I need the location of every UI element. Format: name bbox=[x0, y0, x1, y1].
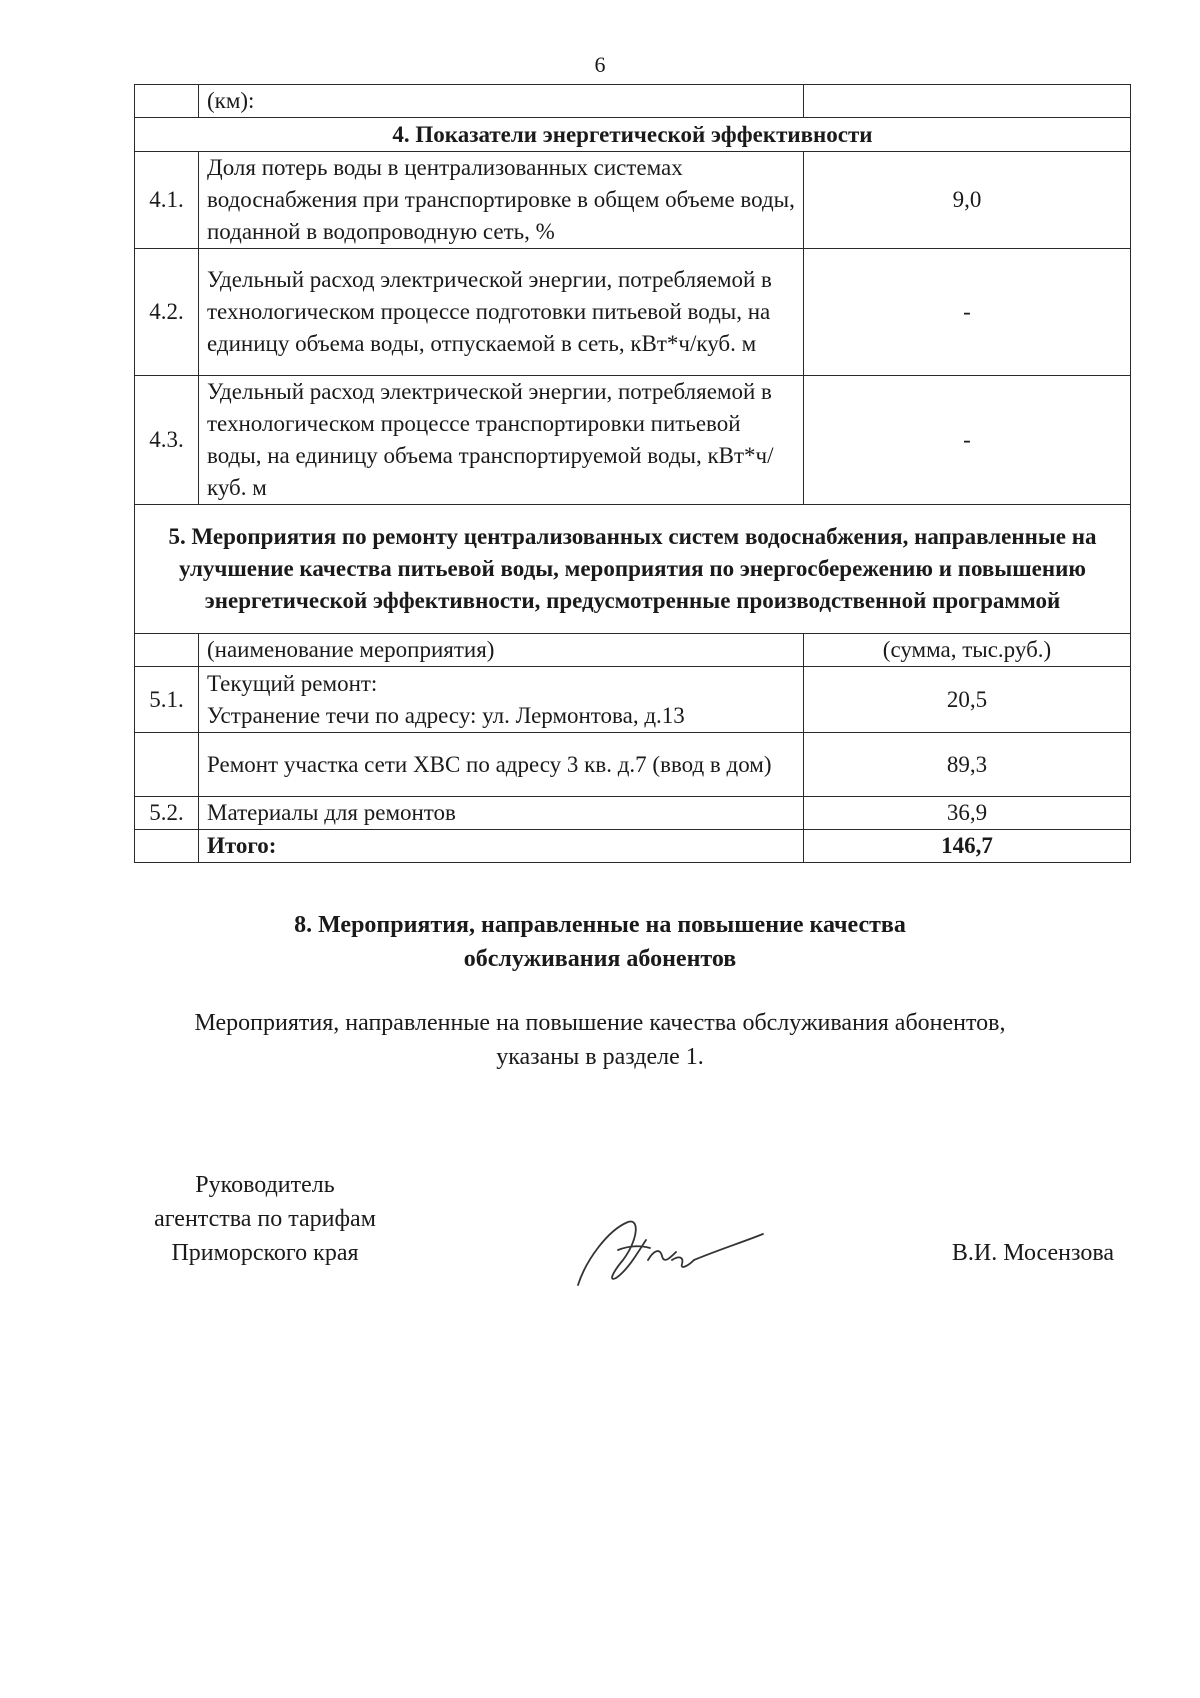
signer-title-line: Руководитель bbox=[195, 1172, 335, 1198]
row-text-cell: Доля потерь воды в централизованных системах водоснабжения при транспортировке в общем объеме воды, поданной в водопроводную сеть, % bbox=[199, 152, 804, 249]
row-number-cell: 5.2. bbox=[135, 797, 199, 830]
header-name-cell: (наименование мероприятия) bbox=[199, 634, 804, 667]
row-value-cell bbox=[804, 85, 1131, 118]
row-text-line: Текущий ремонт: bbox=[207, 670, 378, 696]
total-value: 146,7 bbox=[804, 830, 1131, 863]
signer-title-line: агентства по тарифам bbox=[154, 1206, 376, 1232]
header-sum-cell: (сумма, тыс.руб.) bbox=[804, 634, 1131, 667]
row-number-cell: 5.1. bbox=[135, 667, 199, 733]
table-row bbox=[135, 733, 1131, 797]
table-row bbox=[135, 249, 1131, 376]
indicators-table bbox=[134, 84, 1131, 863]
row-number-cell: 4.3. bbox=[135, 376, 199, 505]
row-number-cell bbox=[135, 830, 199, 863]
row-value-cell: - bbox=[804, 249, 1131, 376]
section-header-row bbox=[135, 505, 1131, 634]
total-label: Итого: bbox=[199, 830, 804, 863]
section5-title: 5. Мероприятия по ремонту централизованных систем водоснабжения, направленные на улучшение качества питьевой воды, мероприятия по энергосбережению и повышению энергетической эффективности, предусмотренные производственной программой bbox=[135, 505, 1131, 634]
row-number-cell bbox=[135, 85, 199, 118]
signer-title-line: Приморского края bbox=[171, 1240, 359, 1266]
signer-title bbox=[130, 1168, 400, 1270]
section4-title: 4. Показатели энергетической эффективности bbox=[135, 118, 1131, 152]
row-text-cell: Материалы для ремонтов bbox=[199, 797, 804, 830]
row-number-cell bbox=[135, 733, 199, 797]
section8-title-line: 8. Мероприятия, направленные на повышение качества bbox=[294, 912, 906, 938]
section8-title-line: обслуживания абонентов bbox=[463, 946, 737, 972]
table-header-row bbox=[135, 634, 1131, 667]
row-text-cell: Удельный расход электрической энергии, потребляемой в технологическом процессе подготовки питьевой воды, на единицу объема воды, отпускаемой в сеть, кВт*ч/куб. м bbox=[199, 249, 804, 376]
row-value-cell: 9,0 bbox=[804, 152, 1131, 249]
row-text-cell bbox=[199, 667, 804, 733]
row-number-cell: 4.1. bbox=[135, 152, 199, 249]
row-value-cell: 20,5 bbox=[804, 667, 1131, 733]
row-value-cell: 36,9 bbox=[804, 797, 1131, 830]
signature-image bbox=[568, 1200, 768, 1300]
row-number-cell bbox=[135, 634, 199, 667]
table-row bbox=[135, 797, 1131, 830]
row-text-cell: Удельный расход электрической энергии, потребляемой в технологическом процессе транспортировки питьевой воды, на единицу объема транспортируемой воды, кВт*ч/куб. м bbox=[199, 376, 804, 505]
section8-text-line: Мероприятия, направленные на повышение качества обслуживания абонентов, bbox=[194, 1010, 1006, 1036]
total-row bbox=[135, 830, 1131, 863]
row-text-line: Устранение течи по адресу: ул. Лермонтова, д.13 bbox=[207, 702, 685, 728]
table-row bbox=[135, 667, 1131, 733]
row-number-cell: 4.2. bbox=[135, 249, 199, 376]
table-row bbox=[135, 376, 1131, 505]
table-row bbox=[135, 85, 1131, 118]
row-value-cell: - bbox=[804, 376, 1131, 505]
page-number: 6 bbox=[594, 52, 606, 77]
table-row bbox=[135, 152, 1131, 249]
row-label-cell: (км): bbox=[199, 85, 804, 118]
row-text-cell: Ремонт участка сети ХВС по адресу 3 кв. д.7 (ввод в дом) bbox=[199, 733, 804, 797]
row-value-cell: 89,3 bbox=[804, 733, 1131, 797]
section8-text bbox=[0, 1006, 1200, 1074]
section8-text-line: указаны в разделе 1. bbox=[496, 1044, 704, 1070]
signer-name: В.И. Мосензова bbox=[951, 1240, 1114, 1266]
section8-title bbox=[0, 908, 1200, 976]
section-header-row bbox=[135, 118, 1131, 152]
